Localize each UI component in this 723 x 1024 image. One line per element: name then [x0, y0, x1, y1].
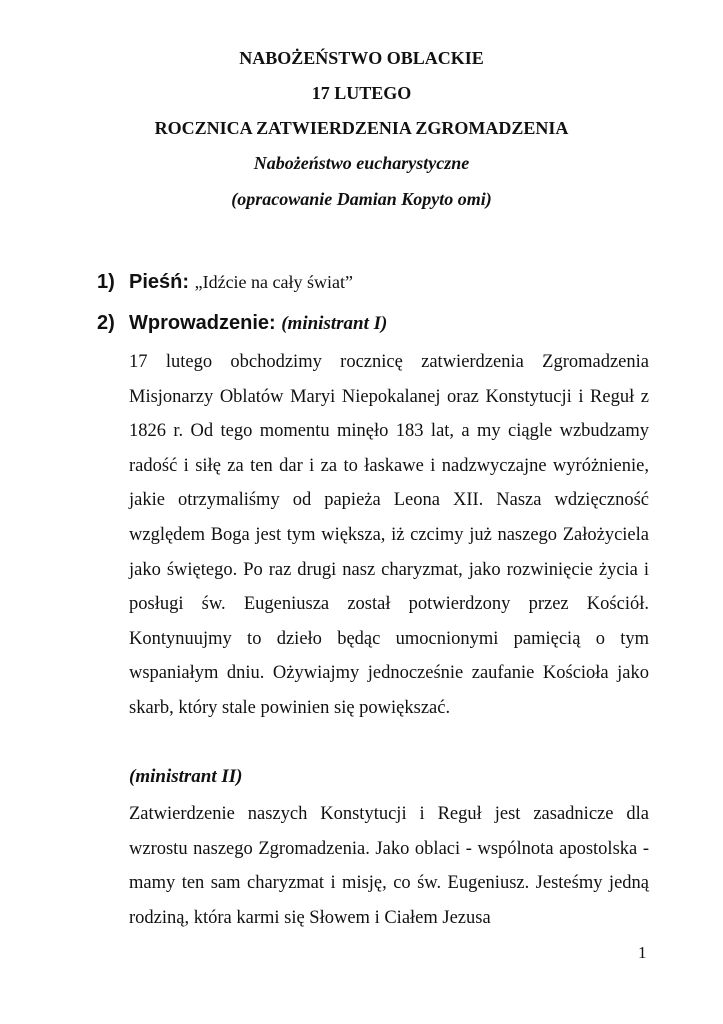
song-title: „Idźcie na cały świat”: [194, 272, 353, 292]
item-number: 2): [97, 312, 115, 334]
header-date: 17 LUTEGO: [311, 83, 412, 103]
introduction-paragraph: 17 lutego obchodzimy rocznicę zatwierdzenia Zgromadzenia Misjonarzy Oblatów Maryi Niepokalanej oraz Konstytucji i Reguł z 1826 r. Od tego momentu minęło 183 lat, a my ciągle wzbudzamy radość i siłę za ten dar i za to łaskawe i nadzwyczajne wyróżnienie, jakie otrzymaliśmy od papieża Leona XII. Nasza wdzięczność względem Boga jest tym większa, iż czcimy już naszego Założyciela jako świętego. Po raz drugi nasz charyzmat, jako rozwinięcie życia i posługi św. Eugeniusza został potwierdzony przez Kościół. Kontynuujmy to dzieło będąc umocnionymi pamięcią o tym wspaniałym dniu. Ożywiajmy jednocześnie zaufanie Kościoła jako skarb, który stale powinien się powiększać.: [129, 352, 649, 718]
header-occasion: ROCZNICA ZATWIERDZENIA ZGROMADZENIA: [154, 118, 569, 138]
item-song: [97, 271, 353, 294]
header-subtitle: Nabożeństwo eucharystyczne: [253, 153, 470, 173]
item-title: Wprowadzenie:: [129, 312, 276, 334]
item-number: 1): [97, 271, 115, 293]
role-label-2: (ministrant II): [129, 766, 243, 787]
role-label: (ministrant I): [281, 313, 388, 334]
header-title: NABOŻEŃSTWO OBLACKIE: [239, 48, 484, 68]
item-title: Pieśń:: [129, 271, 190, 293]
second-paragraph: Zatwierdzenie naszych Konstytucji i Reguł jest zasadnicze dla wzrostu naszego Zgromadzenia. Jako oblaci - wspólnota apostolska - mamy ten sam charyzmat i misję, co św. Eugeniusz. Jesteśmy jedną rodziną, która karmi się Słowem i Ciałem Jezusa: [129, 804, 649, 928]
header-author: (opracowanie Damian Kopyto omi): [231, 189, 492, 209]
page-number: 1: [638, 943, 647, 962]
item-introduction: [97, 312, 387, 335]
